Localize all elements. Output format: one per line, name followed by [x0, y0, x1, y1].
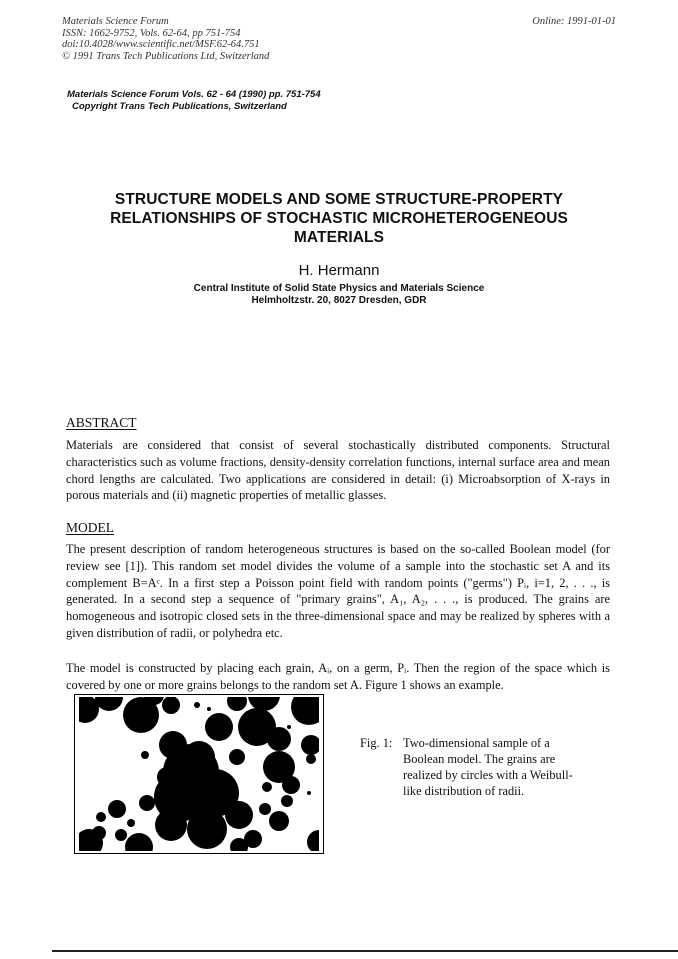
title-line3: MATERIALS — [293, 229, 385, 246]
title-line1: STRUCTURE MODELS AND SOME STRUCTURE-PROPERTY — [114, 191, 564, 208]
journal-reference-line2: Copyright Trans Tech Publications, Switzerland — [72, 101, 287, 112]
affiliation — [0, 283, 678, 307]
paper-title — [0, 190, 678, 247]
doi-line: doi:10.4028/www.scientific.net/MSF.62-64.751 — [62, 39, 260, 50]
figure-grains — [79, 697, 319, 851]
journal-reference — [67, 89, 321, 113]
issn-line: ISSN: 1662-9752, Vols. 62-64, pp 751-754 — [62, 27, 241, 39]
publication-metadata — [62, 16, 269, 62]
abstract-text: Materials are considered that consist of several stochastically distributed components. Structural characteristics such as volume fractions, density-density correlation functions, internal surface area and mean chord lengths are calculated. Two applications are considered in detail: (i) Microabsorption of X-rays in porous materials and (ii) magnetic properties of metallic glasses. — [66, 438, 610, 503]
figure-caption-text: Two-dimensional sample of a Boolean model. The grains are realized by circles with a Weibull-like distribution of radii. — [403, 736, 573, 798]
online-date: Online: 1991-01-01 — [532, 16, 616, 27]
copyright-line: © 1991 Trans Tech Publications Ltd, Switzerland — [62, 50, 270, 62]
abstract-heading: ABSTRACT — [66, 415, 137, 430]
figure-label: Fig. 1: — [360, 736, 393, 750]
boolean-model-figure — [79, 697, 319, 851]
affiliation-line1: Central Institute of Solid State Physics and Materials Science — [193, 283, 485, 294]
figure-caption — [360, 735, 590, 799]
model-paragraph-2: The model is constructed by placing each grain, Aᵢ, on a germ, Pᵢ. Then the region of the space which is covered by one or more grains belongs to the random set A. Figure 1 shows an example. — [66, 661, 610, 692]
author-name: H. Hermann — [298, 262, 380, 279]
journal-name: Materials Science Forum — [62, 16, 169, 27]
page-bottom-rule — [52, 950, 678, 952]
model-heading: MODEL — [66, 520, 114, 535]
title-line2: RELATIONSHIPS OF STOCHASTIC MICROHETEROGENEOUS — [110, 210, 568, 227]
model-paragraph-1: The present description of random heterogeneous structures is based on the so-called Boolean model (for review see [1]). This random set model divides the volume of a sample into the stochastic set A and its complement B=Aᶜ. In a first step a Poisson point field with random points ("germs") Pᵢ, i=1, 2, . . ., is generated. In a second step a sequence of "primary grains", A₁, A₂, . . ., is produced. The grains are homogeneous and isotropic closed sets in the three-dimensional space and may be realized by spheres with a given distribution of radii, or polyhedra etc. — [66, 542, 610, 640]
affiliation-line2: Helmholtzstr. 20, 8027 Dresden, GDR — [251, 295, 427, 306]
journal-reference-line1: Materials Science Forum Vols. 62 - 64 (1990) pp. 751-754 — [67, 89, 321, 100]
